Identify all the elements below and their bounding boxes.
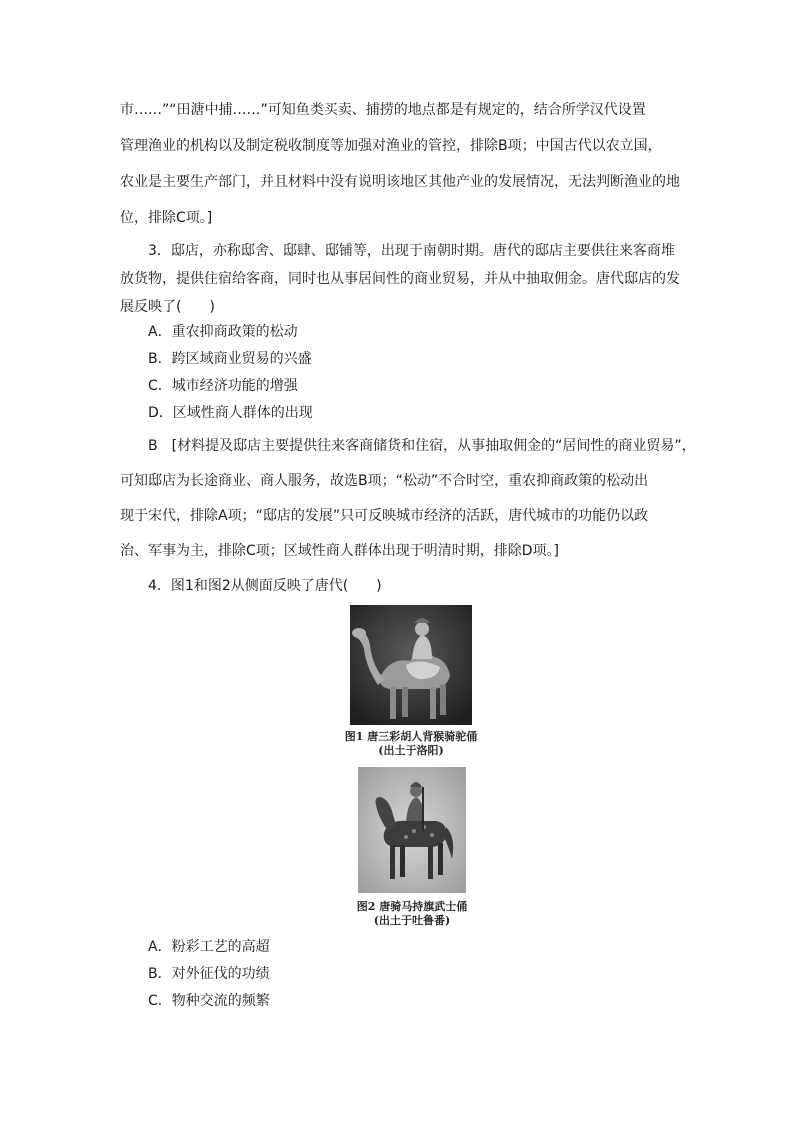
option-c: C．城市经济功能的增强	[148, 378, 298, 394]
figure-2-caption	[262, 900, 562, 928]
option-b: B．对外征伐的功绩	[148, 966, 270, 982]
figure-2-image	[358, 767, 466, 893]
option-c: C．物种交流的频繁	[148, 993, 270, 1009]
figure-1-source: (出土于洛阳)	[378, 744, 444, 757]
horse-rider-figurine-icon	[358, 767, 466, 893]
option-a: A．粉彩工艺的高超	[148, 939, 270, 955]
option-a: A．重农抑商政策的松动	[148, 324, 298, 340]
text-line: 管理渔业的机构以及制定税收制度等加强对渔业的管控，排除B项；中国古代以农立国，	[120, 138, 662, 154]
figure-1-title: 图1 唐三彩胡人背猴骑驼俑	[344, 730, 478, 743]
text-line: 市……”“田溏中捕……”可知鱼类买卖、捕捞的地点都是有规定的，结合所学汉代设置	[120, 102, 646, 118]
answer-3: 现于宋代，排除A项；“邸店的发展”只可反映城市经济的活跃，唐代城市的功能仍以政	[120, 508, 649, 524]
figure-2-title: 图2 唐骑马持旗武士俑	[356, 900, 468, 913]
option-d: D．区域性商人群体的出现	[148, 405, 313, 421]
question-3-stem: 3．邸店，亦称邸舍、邸肆、邸铺等，出现于南朝时期。唐代的邸店主要供往来客商堆	[148, 243, 675, 259]
question-3-stem: 放货物，提供住宿给客商，同时也从事居间性的商业贸易，并从中抽取佣金。唐代邸店的发	[120, 271, 680, 287]
answer-3: 治、军事为主，排除C项；区域性商人群体出现于明清时期，排除D项。]	[120, 543, 560, 559]
option-b: B．跨区域商业贸易的兴盛	[148, 351, 312, 367]
figure-1-caption	[261, 730, 561, 758]
figure-2-source: (出土于吐鲁番)	[373, 914, 451, 927]
text-line: 位，排除C项。]	[120, 210, 213, 226]
question-4-stem: 4．图1和图2从侧面反映了唐代( )	[148, 578, 382, 594]
question-3-stem: 展反映了( )	[120, 299, 215, 315]
answer-3: B [材料提及邸店主要提供往来客商储货和住宿，从事抽取佣金的“居间性的商业贸易”，	[148, 438, 696, 454]
figure-1-image	[350, 605, 472, 725]
camel-figurine-icon	[350, 605, 472, 725]
answer-3: 可知邸店为长途商业、商人服务，故选B项；“松动”不合时空，重农抑商政策的松动出	[120, 473, 649, 489]
text-line: 农业是主要生产部门，并且材料中没有说明该地区其他产业的发展情况，无法判断渔业的地	[120, 174, 680, 190]
